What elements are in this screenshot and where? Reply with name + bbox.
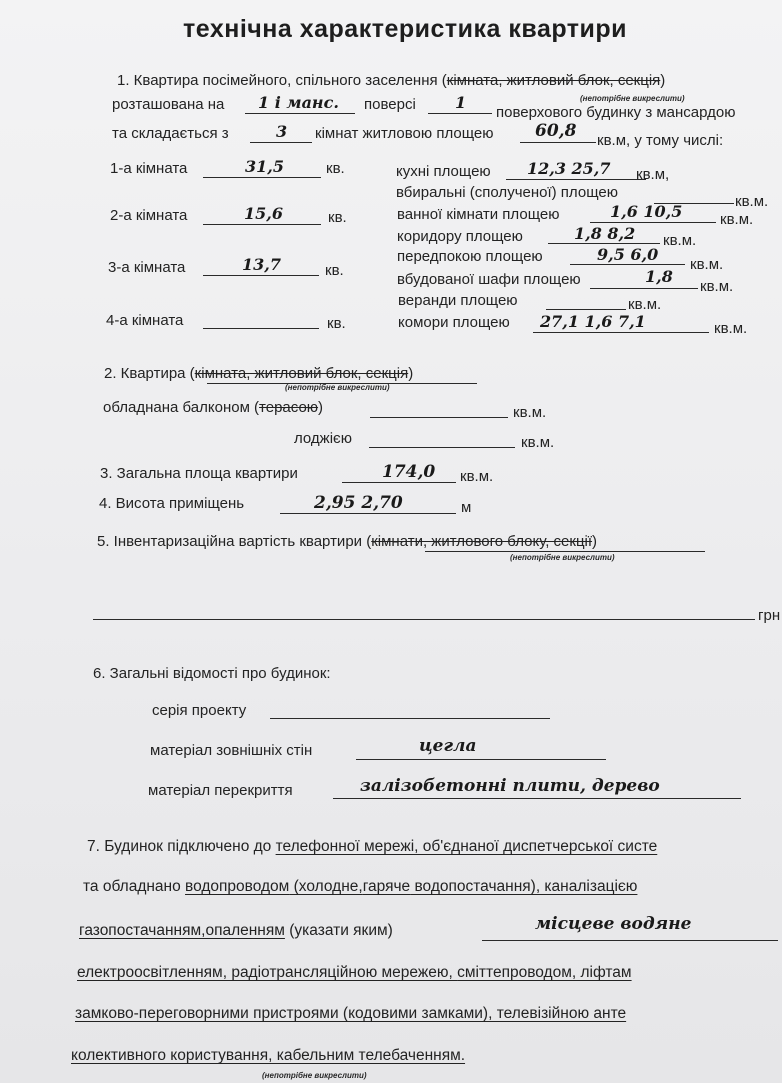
room2-label: 2-а кімната [110, 207, 188, 224]
floor-line [245, 113, 355, 114]
room1-unit: кв. [326, 160, 345, 177]
closet-value: 1,8 [645, 267, 673, 286]
utilities-line1: 7. Будинок підключено до телефонної мережі, об'єднаної диспетчерської систе [87, 838, 658, 855]
living-area-value: 60,8 [535, 121, 577, 141]
height-line [280, 513, 456, 514]
toilet-unit: кв.м. [735, 193, 769, 210]
pantry-unit: кв.м. [714, 320, 748, 337]
corridor-line [548, 243, 660, 244]
balcony-label: обладнана балконом (терасою) [103, 399, 324, 416]
bath-unit: кв.м. [720, 211, 754, 228]
heating-line [482, 940, 778, 941]
room3-value: 13,7 [242, 255, 281, 274]
inventory-value-label: 5. Інвентаризаційна вартість квартири (кімнати, житлового блоку, секції) [97, 533, 598, 550]
s7-note: (непотрібне викреслити) [262, 1071, 367, 1080]
corridor-unit: кв.м. [663, 232, 697, 249]
utilities-line3: газопостачанням,опаленням (указати яким) [79, 922, 393, 939]
s1-note: (непотрібне викреслити) [580, 94, 685, 103]
utilities-line2: та обладнано водопроводом (холодне,гаряче водопостачання), каналізацією [83, 878, 638, 895]
height-value: 2,95 2,70 [314, 493, 403, 513]
s2-note: (непотрібне викреслити) [285, 383, 390, 392]
kitchen-value: 12,3 25,7 [527, 159, 611, 178]
balcony-unit: кв.м. [513, 404, 547, 421]
hall-label: передпокою площею [397, 248, 543, 265]
hall-unit: кв.м. [690, 256, 724, 273]
rooms-label: кімнат житловою площею [315, 125, 494, 142]
floors-material-line [333, 798, 741, 799]
utilities-line4: електроосвітленням, радіотрансляційною мережею, сміттепроводом, ліфтам [77, 964, 632, 981]
currency-label: грн [758, 607, 781, 624]
kitchen-line [506, 179, 646, 180]
floor-value: 1 і манс. [258, 93, 339, 112]
total-area-label: 3. Загальна площа квартири [100, 465, 298, 482]
room1-line [203, 177, 321, 178]
inventory-underline [425, 551, 705, 552]
pantry-value: 27,1 1,6 7,1 [540, 312, 646, 331]
room2-value: 15,6 [244, 204, 283, 223]
bath-line [590, 222, 716, 223]
room3-unit: кв. [325, 262, 344, 279]
bath-value: 1,6 10,5 [610, 202, 683, 221]
total-area-unit: кв.м. [460, 468, 494, 485]
heating-value: місцеве водяне [535, 914, 692, 934]
room2-unit: кв. [328, 209, 347, 226]
rooms-line [250, 142, 312, 143]
room4-label: 4-а кімната [106, 312, 184, 329]
closet-unit: кв.м. [700, 278, 734, 295]
floor-label: поверсі [364, 96, 416, 113]
floors-line [428, 113, 492, 114]
loggia-line [369, 447, 515, 448]
total-area-value: 174,0 [382, 462, 436, 482]
living-area-line [520, 142, 596, 143]
room4-unit: кв. [327, 315, 346, 332]
room3-line [203, 275, 319, 276]
floors-material-value: залізобетонні плити, дерево [360, 776, 660, 796]
location-label: розташована на [112, 96, 225, 113]
consists-label: та складається з [112, 125, 229, 142]
utilities-line6: колективного користування, кабельним телебаченням. [71, 1047, 466, 1064]
series-line [270, 718, 550, 719]
hall-value: 9,5 6,0 [597, 245, 659, 264]
toilet-label: вбиральні (сполученої) площею [396, 184, 618, 201]
pantry-line [533, 332, 709, 333]
veranda-label: веранди площею [398, 292, 518, 309]
rooms-value: 3 [276, 122, 288, 141]
building-info-heading: 6. Загальні відомості про будинок: [93, 665, 331, 682]
pantry-label: комори площею [398, 314, 510, 331]
floors-material-label: матеріал перекриття [148, 782, 293, 799]
loggia-label: лоджією [294, 430, 352, 447]
closet-label: вбудованої шафи площею [397, 271, 581, 288]
room4-line [203, 328, 319, 329]
walls-label: матеріал зовнішніх стін [150, 742, 313, 759]
height-label: 4. Висота приміщень [99, 495, 245, 512]
veranda-line [546, 309, 626, 310]
room3-label: 3-а кімната [108, 259, 186, 276]
corridor-value: 1,8 8,2 [574, 224, 636, 243]
room1-label: 1-а кімната [110, 160, 188, 177]
floors-value: 1 [455, 93, 467, 112]
veranda-unit: кв.м. [628, 296, 662, 313]
utilities-line5: замково-переговорними пристроями (кодовими замками), телевізійною анте [75, 1005, 627, 1022]
total-area-line [342, 482, 456, 483]
room2-line [203, 224, 321, 225]
kitchen-unit: кв.м, [636, 166, 670, 183]
closet-line [590, 288, 698, 289]
floors-label: поверхового будинку з мансардою [496, 104, 736, 121]
kitchen-label: кухні площею [396, 163, 491, 180]
height-unit: м [461, 499, 472, 516]
walls-line [356, 759, 606, 760]
s2-intro: 2. Квартира (кімната, житловий блок, секція) [104, 365, 414, 382]
series-label: серія проекту [152, 702, 247, 719]
inventory-value-line [93, 619, 755, 620]
hall-line [570, 264, 685, 265]
document-title: технічна характеристика квартири [183, 15, 628, 43]
room1-value: 31,5 [245, 157, 284, 176]
s1-intro: 1. Квартира посімейного, спільного заселення (кімната, житловий блок, секція) [117, 72, 666, 89]
living-area-unit: кв.м, у тому числі: [597, 132, 724, 149]
s5-note: (непотрібне викреслити) [510, 553, 615, 562]
loggia-unit: кв.м. [521, 434, 555, 451]
balcony-line [370, 417, 508, 418]
corridor-label: коридору площею [397, 228, 523, 245]
walls-value: цегла [419, 736, 477, 756]
bath-label: ванної кімнати площею [397, 206, 560, 223]
